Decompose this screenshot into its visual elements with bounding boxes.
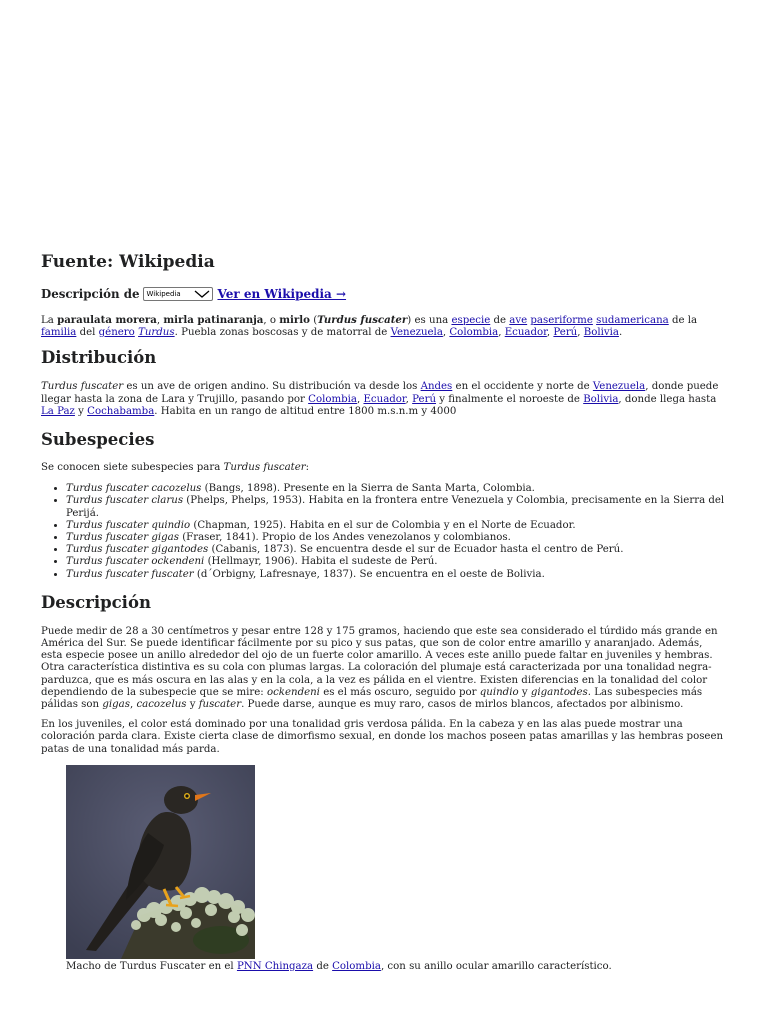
source-title: Fuente: Wikipedia [41,252,215,272]
description-paragraph-2: En los juveniles, el color está dominado por una tonalidad gris verdosa pálida. En la cabeza y en las alas puede mostrar una coloración parda clara. Existe cierta clase de dimorfismo sexual, en donde los machos poseen patas amarillas y las hembras poseen patas de una tonalidad más parda. [41,719,724,755]
intro-paragraph: La paraulata morera, mirla patinaranja, o mirlo (Turdus fuscater) es una especie de ave paseriforme sudamericana de la familia del género Turdus. Puebla zonas boscosas y de matorral de Venezuela, Colombia, Ecuador, Perú, Bolivia. [41,314,698,339]
link-la-paz[interactable]: La Paz [41,405,75,417]
list-item: • Turdus fuscater ockendeni (Hellmayr, 1906). Habita el sudeste de Perú. [66,556,727,568]
heading-distribucion: Distribución [41,348,157,368]
list-item: • Turdus fuscater quindio (Chapman, 1925). Habita en el sur de Colombia y en el Norte de Ecuador. [66,520,727,532]
language-select[interactable] [143,287,213,301]
link-pnn-chingaza[interactable]: PNN Chingaza [236,960,314,972]
common-name: paraulata morera [57,314,157,326]
link-bolivia[interactable]: Bolivia [583,327,619,339]
bird-figure [41,765,727,973]
heading-subespecies: Subespecies [41,430,155,450]
link-peru[interactable]: Perú [553,327,578,339]
list-item: • Turdus fuscater gigas (Fraser, 1841). Propio de los Andes venezolanos y colombianos. [66,532,727,544]
bird-photo[interactable] [66,765,255,959]
description-label: Descripción de [41,287,140,301]
link-bolivia[interactable]: Bolivia [583,393,619,405]
distribution-paragraph: Turdus fuscater es un ave de origen andino. Su distribución va desde los Andes en el occidente y norte de Venezuela, donde puede llegar hasta la zona de Lara y Trujillo, pasando por Colombia, Ecuador, Perú y finalmente el noroeste de Bolivia, donde llega hasta La Paz y Cochabamba. Habita en un rango de altitud entre 1800 m.s.n.m y 4000 [41,381,719,417]
link-genero[interactable]: género [98,327,135,339]
description-paragraph-1: Puede medir de 28 a 30 centímetros y pesar entre 128 y 175 gramos, haciendo que este sea considerado el túrdido más grande en América del Sur. Se puede identificar fácilmente por su pico y sus patas, que son de color entre amarillo y anaranjado. Además, esta especie posee un anillo alrededor del ojo de un fuerte color amarillo. A veces este anillo puede faltar en juveniles y hembras. Otra característica distintiva es su cola con plumas largas. La coloración del plumaje está caracterizada por una tonalidad negra-parduzca, que es más oscura en las alas y en la cola, a la vez es pálida en el vientre. Existen diferencias en la tonalidad del color dependiendo de la subespecie que se mire: ockendeni es el más oscuro, seguido por quindio y gigantodes. Las subespecies más pálidas son gigas, cacozelus y fuscater. Puede darse, aunque es muy raro, casos de mirlos blancos, afectados por albinismo. [41,625,718,711]
link-familia[interactable]: familia [41,327,77,339]
common-name: mirla patinaranja [163,314,264,326]
list-item: • Turdus fuscater gigantodes (Cabanis, 1873). Se encuentra desde el sur de Ecuador hasta el centro de Perú. [66,544,727,556]
link-cochabamba[interactable]: Cochabamba [87,405,155,417]
chevron-down-icon [194,290,210,298]
link-paseriforme[interactable]: paseriforme [530,315,593,326]
language-select-value: Wikipedia [146,290,181,298]
link-ave[interactable]: ave [509,315,528,326]
description-row [41,286,727,302]
link-ecuador[interactable]: Ecuador [504,327,547,339]
link-especie[interactable]: especie [451,315,491,326]
view-on-wikipedia-link[interactable]: Ver en Wikipedia → [217,287,347,301]
link-venezuela[interactable]: Venezuela [390,327,443,339]
figure-caption: Macho de Turdus Fuscater en el PNN Chingaza de Colombia, con su anillo ocular amarillo característico. [66,960,612,972]
scientific-name: Turdus fuscater [317,314,408,326]
subspecies-list [41,483,727,581]
list-item: • Turdus fuscater clarus (Phelps, Phelps, 1953). Habita en la frontera entre Venezuela y Colombia, precisamente en la Sierra del Perijá. [66,495,727,519]
link-sudamericana[interactable]: sudamericana [596,315,669,326]
common-name: mirlo [279,314,310,326]
link-colombia[interactable]: Colombia [449,327,499,339]
list-item: • Turdus fuscater fuscater (d´Orbigny, Lafresnaye, 1837). Se encuentra en el oeste de Bolivia. [66,569,727,581]
article [41,250,727,973]
link-venezuela[interactable]: Venezuela [592,381,646,393]
link-turdus[interactable]: Turdus [138,327,175,339]
subspecies-intro: Se conocen siete subespecies para Turdus fuscater: [41,462,310,474]
link-colombia[interactable]: Colombia [308,393,357,405]
link-ecuador[interactable]: Ecuador [363,393,406,405]
link-peru[interactable]: Perú [412,393,437,405]
link-colombia[interactable]: Colombia [332,960,381,972]
heading-descripcion: Descripción [41,592,151,612]
link-andes[interactable]: Andes [420,381,453,393]
list-item: • Turdus fuscater cacozelus (Bangs, 1898). Presente en la Sierra de Santa Marta, Colombia. [66,483,727,495]
